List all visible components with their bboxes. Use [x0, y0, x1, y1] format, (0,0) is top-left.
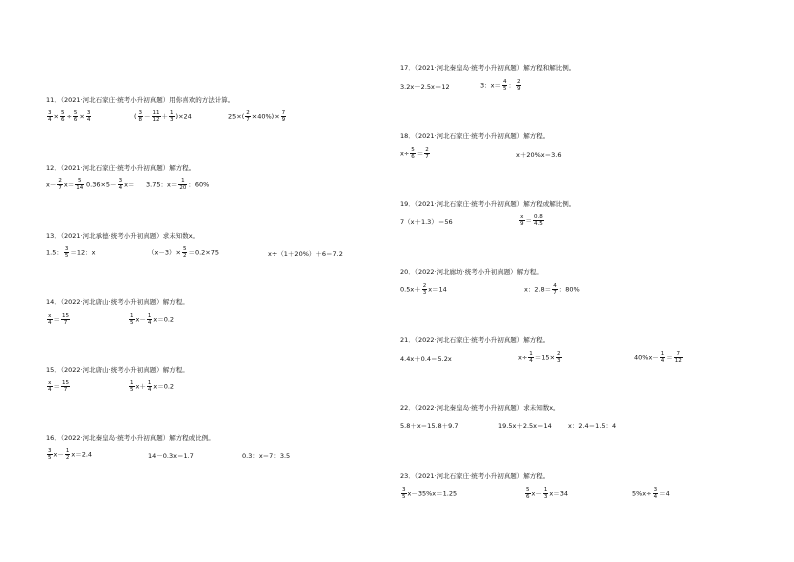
q13-expr-1: 1.5： $\frac{3}{5}$ ＝12：x — [46, 246, 96, 259]
numerator: 1 — [529, 351, 533, 357]
numerator: 3 — [653, 487, 658, 493]
denominator: 3 — [543, 494, 548, 500]
denominator: 9 — [520, 221, 524, 227]
numerator: 1 — [178, 178, 187, 185]
denominator: 3 — [557, 358, 561, 364]
q23-heading: 23．（2021·河北石家庄·统考小升初真题）解方程。 — [400, 472, 550, 480]
fraction — [543, 487, 549, 500]
q22-heading: 22．（2022·河北秦皇岛·统考小升初真题）求未知数x。 — [400, 404, 560, 412]
q22-expr-3: x：2.4＝1.5：4 — [568, 422, 617, 430]
denominator: 2 — [65, 455, 70, 461]
fraction — [178, 178, 187, 191]
denominator: 4.5 — [534, 221, 543, 227]
denominator: 14 — [76, 185, 84, 191]
fraction — [86, 110, 92, 123]
numerator: 3 — [118, 178, 123, 184]
denominator: 4 — [48, 320, 52, 326]
fraction — [660, 351, 666, 364]
q16-expr-1: $\frac{3}{5}$ x－ $\frac{1}{2}$ x＝2.4 — [48, 448, 93, 461]
denominator: 5 — [402, 494, 406, 500]
q20-heading: 20．（2022·河北廊坊·统考小升初真题）解方程。 — [400, 268, 543, 276]
denominator: 4 — [48, 387, 52, 393]
q19-expr-2: $\frac{x}{9}$ ＝ $\frac{0.8}{4.5}$ — [520, 214, 543, 227]
fraction — [410, 147, 416, 160]
q14-heading: 14．（2022·河北唐山·统考小升初真题）解方程。 — [46, 298, 189, 306]
q19-heading: 19．（2021·河北石家庄·统考小升初真题）解方程或解比例。 — [400, 200, 576, 208]
q18-expr-2: x＋20%x＝3.6 — [516, 151, 562, 159]
fraction — [47, 448, 53, 461]
numerator: 2 — [246, 110, 250, 116]
denominator: 12 — [152, 117, 160, 123]
q13-expr-3: x÷（1＋20%）＋6＝7.2 — [268, 250, 343, 258]
q14-expr-2: $\frac{1}{5}$ x－ $\frac{1}{4}$ x＝0.2 — [130, 313, 175, 326]
numerator: 5 — [526, 487, 530, 493]
fraction — [516, 79, 522, 92]
q21-expr-1: 4.4x＋0.4＝5.2x — [400, 355, 452, 363]
fraction — [528, 351, 534, 364]
numerator: 15 — [62, 380, 69, 386]
numerator: 1 — [147, 313, 152, 319]
denominator: 6 — [411, 154, 415, 160]
numerator: 1 — [130, 313, 134, 319]
denominator: 4 — [653, 494, 658, 500]
fraction — [401, 487, 407, 500]
fraction — [556, 351, 562, 364]
q18-heading: 18．（2021·河北石家庄·统考小升初真题）解方程。 — [400, 132, 550, 140]
q16-expr-2: 14－0.3x＝1.7 — [148, 452, 194, 460]
fraction — [61, 313, 70, 326]
fraction — [653, 487, 659, 500]
q19-expr-1: 7（x＋1.3）＝56 — [400, 218, 453, 226]
q17-expr-2: 3：x＝ $\frac{4}{5}$ ： $\frac{2}{9}$ — [480, 79, 521, 92]
fraction — [73, 110, 79, 123]
fraction — [57, 178, 63, 191]
q11-expr-2: ( $\frac{3}{8}$ － $\frac{11}{12}$ ＋ $\frac{1}{3}$ )×24 — [134, 110, 192, 123]
fraction — [65, 448, 71, 461]
numerator: 5 — [182, 246, 187, 252]
q15-heading: 15．（2022·河北唐山·统考小升初真题）解方程。 — [46, 366, 189, 374]
denominator: 6 — [60, 117, 65, 123]
numerator: 3 — [138, 110, 143, 116]
fraction — [502, 79, 508, 92]
fraction — [519, 214, 525, 227]
fraction — [674, 351, 683, 364]
fraction — [118, 178, 124, 191]
q23-expr-1: $\frac{3}{5}$ x－35%x＝1.25 — [402, 487, 458, 500]
numerator: 5 — [411, 147, 415, 153]
denominator: 12 — [674, 358, 682, 364]
numerator: 3 — [86, 110, 91, 116]
denominator: 4 — [48, 117, 52, 123]
fraction — [152, 110, 161, 123]
numerator: 7 — [281, 110, 286, 116]
fraction — [169, 110, 175, 123]
numerator: 1 — [170, 110, 174, 116]
numerator: 0.8 — [534, 214, 543, 220]
q20-expr-2: x：2.8＝ $\frac{4}{7}$ ：80% — [524, 283, 580, 296]
denominator: 4 — [86, 117, 91, 123]
fraction — [552, 283, 558, 296]
q23-expr-3: 5%x÷ $\frac{3}{4}$ ＝4 — [632, 487, 670, 500]
q17-heading: 17．（2021·河北秦皇岛·统考小升初真题）解方程和解比例。 — [400, 64, 576, 72]
denominator: 7 — [425, 154, 429, 160]
fraction — [129, 380, 135, 393]
denominator: 4 — [147, 320, 152, 326]
denominator: 4 — [660, 358, 665, 364]
denominator: 5 — [130, 387, 134, 393]
fraction — [147, 380, 153, 393]
numerator: x — [48, 313, 52, 319]
numerator: 4 — [502, 79, 507, 85]
denominator: 4 — [529, 358, 533, 364]
numerator: 4 — [553, 283, 557, 289]
numerator: 2 — [425, 147, 429, 153]
fraction — [525, 487, 531, 500]
numerator: 1 — [65, 448, 70, 454]
denominator: 5 — [64, 253, 69, 259]
denominator: 7 — [63, 387, 68, 393]
denominator: 7 — [553, 290, 557, 296]
denominator: 5 — [130, 320, 134, 326]
fraction — [60, 110, 66, 123]
q20-expr-1: 0.5x＋ $\frac{2}{3}$ x＝14 — [400, 283, 447, 296]
fraction — [64, 246, 70, 259]
q22-expr-2: 19.5x＋2.5x＝14 — [498, 422, 552, 430]
q11-expr-1: $\frac{3}{4}$ × $\frac{5}{6}$ ÷ $\frac{5}{6}$ × $\frac{3}{4}$ — [48, 110, 91, 123]
numerator: x — [48, 380, 52, 386]
denominator: 9 — [516, 86, 521, 92]
q15-expr-2: $\frac{1}{5}$ x＋ $\frac{1}{4}$ x＝0.2 — [130, 380, 175, 393]
q18-expr-1: x÷ $\frac{5}{6}$ ＝ $\frac{2}{7}$ — [400, 147, 429, 160]
numerator: 2 — [422, 283, 427, 289]
q12-heading: 12．（2021·河北石家庄·统考小升初真题）解方程。 — [46, 164, 196, 172]
fraction — [129, 313, 135, 326]
fraction — [281, 110, 287, 123]
denominator: 20 — [179, 185, 187, 191]
fraction — [75, 178, 84, 191]
denominator: 4 — [118, 185, 123, 191]
q15-expr-1: $\frac{x}{4}$ ＝ $\frac{15}{7}$ — [48, 380, 69, 393]
numerator: 5 — [75, 178, 84, 185]
denominator: 8 — [138, 117, 143, 123]
denominator: 3 — [170, 117, 174, 123]
q11-heading: 11．（2021·河北石家庄·统考小升初真题）用你喜欢的方法计算。 — [46, 96, 235, 104]
numerator: 1 — [660, 351, 665, 357]
numerator: 5 — [73, 110, 78, 116]
q22-expr-1: 5.8＋x＝15.8＋9.7 — [400, 422, 459, 430]
q21-heading: 21．（2022·河北石家庄·统考小升初真题）解方程。 — [400, 336, 550, 344]
numerator: 11 — [152, 110, 160, 116]
fraction — [182, 246, 188, 259]
fraction — [47, 313, 53, 326]
q13-expr-2: （x－3）× $\frac{5}{2}$ ＝0.2×75 — [148, 246, 219, 259]
fraction — [422, 283, 428, 296]
fraction — [47, 380, 53, 393]
numerator: 7 — [674, 351, 683, 358]
q11-expr-3: 25×( $\frac{2}{7}$ ×40%)× $\frac{7}{9}$ — [228, 110, 286, 123]
numerator: 3 — [48, 110, 52, 116]
numerator: 1 — [147, 380, 152, 386]
denominator: 6 — [526, 494, 530, 500]
numerator: 2 — [557, 351, 561, 357]
fraction — [61, 380, 70, 393]
q23-expr-2: $\frac{5}{6}$ x－ $\frac{1}{3}$ x＝34 — [526, 487, 568, 500]
numerator: 3 — [64, 246, 69, 252]
denominator: 9 — [281, 117, 286, 123]
denominator: 3 — [422, 290, 427, 296]
fraction — [147, 313, 153, 326]
numerator: 5 — [60, 110, 65, 116]
numerator: 1 — [543, 487, 548, 493]
denominator: 7 — [246, 117, 250, 123]
q16-expr-3: 0.3：x＝7：3.5 — [242, 452, 291, 460]
fraction — [138, 110, 144, 123]
denominator: 5 — [502, 86, 507, 92]
q16-heading: 16．（2022·河北秦皇岛·统考小升初真题）解方程或比例。 — [46, 434, 215, 442]
denominator: 7 — [63, 320, 68, 326]
q21-expr-2: x÷ $\frac{1}{4}$ ＝15× $\frac{2}{3}$ — [518, 351, 561, 364]
numerator: 3 — [48, 448, 52, 454]
numerator: 2 — [58, 178, 62, 184]
q12-expr-3: 3.75：x＝ $\frac{1}{20}$ ：60% — [146, 178, 210, 191]
fraction — [424, 147, 430, 160]
numerator: 2 — [516, 79, 521, 85]
denominator: 4 — [147, 387, 152, 393]
q12-expr-2: 0.36×5－ $\frac{3}{4}$ x＝ — [86, 178, 135, 191]
fraction — [245, 110, 251, 123]
numerator: x — [520, 214, 524, 220]
q21-expr-3: 40%x－ $\frac{1}{4}$ ＝ $\frac{7}{12}$ — [634, 351, 682, 364]
numerator: 15 — [62, 313, 69, 319]
q17-expr-1: 3.2x－2.5x＝12 — [400, 83, 450, 91]
denominator: 2 — [182, 253, 187, 259]
numerator: 1 — [130, 380, 134, 386]
q12-expr-1: x－ $\frac{2}{7}$ x＝ $\frac{5}{14}$ — [46, 178, 84, 191]
q13-heading: 13．（2021·河北承德·统考小升初真题）求未知数x。 — [46, 232, 200, 240]
fraction — [533, 214, 544, 227]
numerator: 3 — [402, 487, 406, 493]
denominator: 5 — [48, 455, 52, 461]
denominator: 6 — [73, 117, 78, 123]
denominator: 7 — [58, 185, 62, 191]
fraction — [47, 110, 53, 123]
q14-expr-1: $\frac{x}{4}$ ＝ $\frac{15}{7}$ — [48, 313, 69, 326]
